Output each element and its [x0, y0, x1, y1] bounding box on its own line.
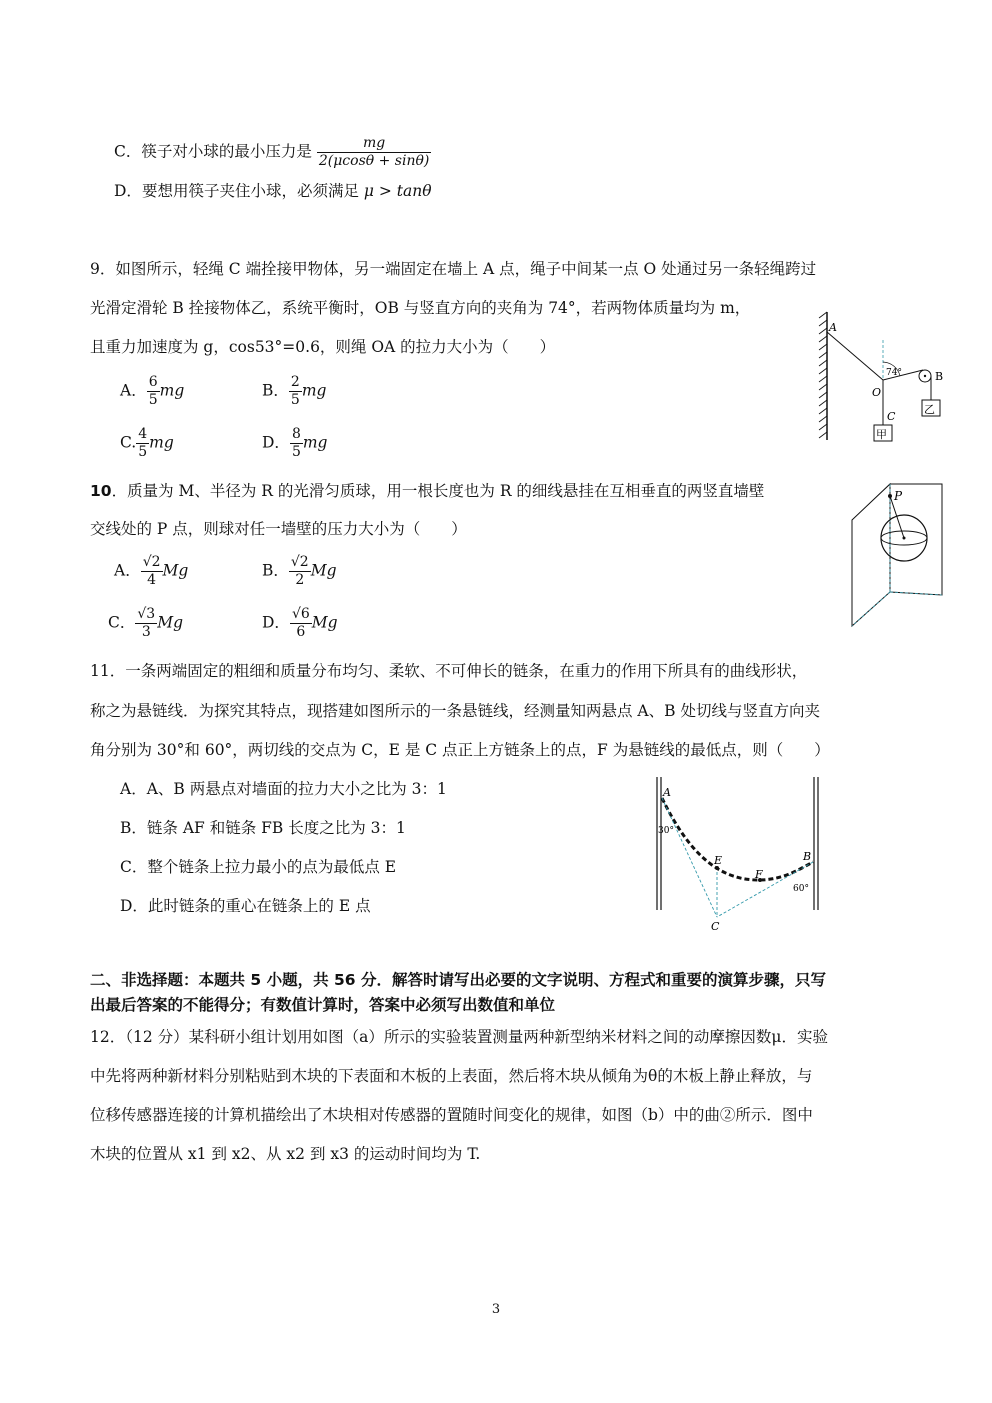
q9-stem-line1: 9．如图所示，轻绳 C 端拴接甲物体，另一端固定在墙上 A 点，绳子中间某一点 O 处通过另一条轻绳跨过: [90, 260, 817, 278]
q11-option-b: B．链条 AF 和链条 FB 长度之比为 3：1: [120, 819, 406, 837]
q11-label-30: 30°: [658, 826, 674, 836]
q10-option-b: [262, 554, 337, 589]
q9-rope-oa: [827, 332, 883, 380]
q11-label-a: A: [663, 786, 671, 799]
q11-option-d: D．此时链条的重心在链条上的 E 点: [120, 897, 371, 915]
section2-heading-line1: 二、非选择题：本题共 5 小题，共 56 分．解答时请写出必要的文字说明、方程式和重要的演算步骤，只写: [90, 971, 826, 989]
q9-option-d-den: 5: [291, 444, 301, 460]
q11-catenary-figure: [648, 772, 828, 937]
page-number: 3: [491, 1302, 501, 1317]
q10-wall-side: [852, 484, 890, 626]
q10-option-b-den: 2: [289, 571, 311, 589]
q8-option-c: [114, 135, 431, 170]
q10-option-b-label: B．: [262, 561, 289, 580]
q11-label-60: 60°: [793, 884, 809, 894]
q9-option-d-label: D．: [262, 433, 290, 452]
q9-stem-line3: 且重力加速度为 g，cos53°=0.6，则绳 OA 的拉力大小为（ ）: [90, 338, 556, 356]
q11-stem-line1: 11．一条两端固定的粗细和质量分布均匀、柔软、不可伸长的链条，在重力的作用下所具有的曲线形状，: [90, 662, 808, 680]
q10-option-c: [108, 606, 183, 641]
q12-stem-line4: 木块的位置从 x1 到 x2、从 x2 到 x3 的运动时间均为 T.: [90, 1145, 481, 1163]
q11-label-b: B: [803, 850, 812, 863]
q9-label-b: B: [935, 370, 944, 383]
q10-option-c-unit: Mg: [157, 613, 183, 632]
q11-label-c: C: [711, 920, 720, 933]
q10-stem-line2: 交线处的 P 点，则球对任一墙壁的压力大小为（ ）: [90, 520, 467, 538]
q9-option-d: [262, 426, 327, 461]
q10-option-a-num: √2: [142, 554, 161, 570]
q10-option-c-den: 3: [135, 623, 157, 641]
q10-option-b-unit: Mg: [310, 561, 337, 580]
q9-label-angle: 74°: [886, 368, 902, 378]
q11-stem-line2: 称之为悬链线．为探究其特点，现搭建如图所示的一条悬链线，经测量知两悬点 A、B 处切线与竖直方向夹: [90, 702, 820, 720]
q9-option-b: [262, 374, 326, 409]
q9-option-c-label: C.: [120, 433, 137, 452]
q9-label-yi: 乙: [924, 403, 935, 416]
q9-label-c: C: [887, 410, 896, 423]
q9-label-o: O: [872, 386, 882, 399]
q10-option-d-label: D．: [262, 613, 290, 632]
q8-option-d-math: μ > tanθ: [363, 182, 432, 200]
q10-option-c-num: √3: [137, 606, 156, 622]
q10-option-d: [262, 606, 338, 641]
q9-option-c-den: 5: [138, 444, 148, 460]
q9-option-a-label: A．: [120, 381, 147, 400]
q10-number: 10: [90, 482, 112, 500]
q10-option-d-num: √6: [291, 606, 310, 622]
q9-label-a: A: [829, 321, 837, 334]
q8-option-d-text: 要想用筷子夹住小球，必须满足: [141, 182, 359, 200]
q10-sphere-figure: [848, 480, 946, 628]
q9-label-jia: 甲: [876, 428, 887, 441]
q9-pulley-figure: [815, 310, 955, 445]
q8-option-d-label: D．: [114, 182, 142, 200]
q10-option-b-num: √2: [290, 554, 309, 570]
q9-option-d-unit: mg: [302, 433, 328, 452]
q10-option-a: [114, 554, 188, 589]
section2-heading-line2: 出最后答案的不能得分；有数值计算时，答案中必须写出数值和单位: [90, 996, 556, 1014]
q10-option-a-den: 4: [141, 571, 163, 589]
q9-stem-line2: 光滑定滑轮 B 拴接物体乙，系统平衡时，OB 与竖直方向的夹角为 74°，若两物体质量均为 m，: [90, 299, 751, 317]
q9-option-b-unit: mg: [301, 381, 327, 400]
q12-stem-line1: 12．（12 分）某科研小组计划用如图（a）所示的实验装置测量两种新型纳米材料之间的动摩擦因数μ．实验: [90, 1028, 828, 1046]
q9-option-a: [120, 374, 184, 409]
q10-option-a-label: A．: [114, 561, 141, 580]
q10-label-p: P: [894, 489, 903, 503]
q9-option-a-den: 5: [148, 392, 158, 408]
q10-option-c-label: C．: [108, 613, 136, 632]
q11-label-f: F: [755, 868, 763, 881]
q10-stem-line1: [90, 480, 764, 502]
q9-option-b-label: B．: [262, 381, 289, 400]
q12-stem-line2: 中先将两种新材料分别粘贴到木块的下表面和木板的上表面，然后将木块从倾角为θ的木板上静止释放，与: [90, 1067, 813, 1085]
q10-option-d-unit: Mg: [311, 613, 338, 632]
q11-label-e: E: [714, 854, 723, 867]
q9-option-c: [120, 426, 174, 461]
q9-option-b-den: 5: [290, 392, 300, 408]
q10-option-a-unit: Mg: [162, 561, 189, 580]
q11-option-a: A．A、B 两悬点对墙面的拉力大小之比为 3：1: [120, 780, 447, 798]
q11-option-c: C．整个链条上拉力最小的点为最低点 E: [120, 858, 397, 876]
q9-option-c-num: 4: [138, 426, 148, 442]
q9-option-c-unit: mg: [149, 433, 174, 452]
q8-option-c-text: 筷子对小球的最小压力是: [141, 142, 312, 161]
q9-option-d-num: 8: [291, 426, 301, 442]
q10-stem-line1-text: ．质量为 M、半径为 R 的光滑匀质球，用一根长度也为 R 的细线悬挂在互相垂直的两竖直墙壁: [111, 482, 765, 500]
q10-option-d-den: 6: [290, 623, 312, 641]
q8-option-c-label: C．: [114, 142, 142, 161]
q11-stem-line3: 角分别为 30°和 60°，两切线的交点为 C，E 是 C 点正上方链条上的点，F 为悬链线的最低点，则（ ）: [90, 741, 830, 759]
q9-option-a-num: 6: [148, 374, 158, 390]
q12-stem-line3: 位移传感器连接的计算机描绘出了木块相对传感器的置随时间变化的规律，如图（b）中的曲②所示．图中: [90, 1106, 813, 1124]
q8-option-c-denominator: 2(μcosθ + sinθ): [318, 153, 430, 169]
q8-option-d: [114, 180, 432, 202]
q11-chain: [662, 798, 813, 880]
q9-option-b-num: 2: [290, 374, 300, 390]
q8-option-c-numerator: mg: [362, 135, 386, 151]
q9-option-a-unit: mg: [159, 381, 185, 400]
